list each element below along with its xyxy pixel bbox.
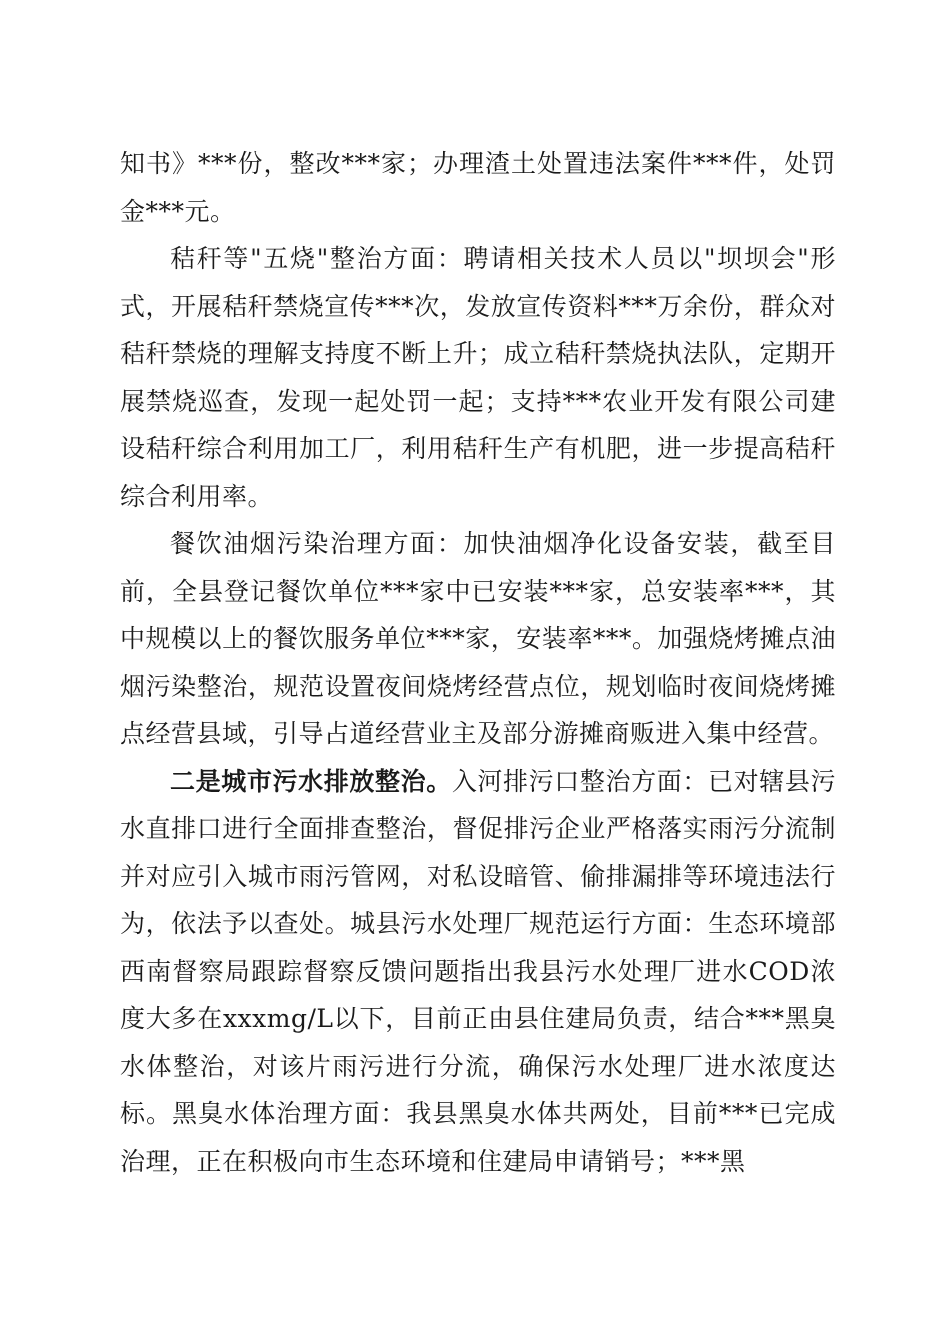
document-body xyxy=(120,140,836,1185)
section-lead-heading: 二是城市污水排放整治。 xyxy=(170,766,452,796)
paragraph-straw-burning: 秸秆等"五烧"整治方面：聘请相关技术人员以"坝坝会"形式，开展秸秆禁烧宣传***次，发放宣传资料***万余份，群众对秸秆禁烧的理解支持度不断上升；成立秸秆禁烧执法队，定期开展禁烧巡查，发现一起处罚一起；支持***农业开发有限公司建设秸秆综合利用加工厂，利用秸秆生产有机肥，进一步提高秸秆综合利用率。 xyxy=(120,244,836,511)
paragraph-continuation: 知书》***份，整改***家；办理渣土处置违法案件***件，处罚金***元。 xyxy=(120,149,836,226)
paragraph-sewage xyxy=(120,758,836,1186)
paragraph-sewage-text: 入河排污口整治方面：已对辖县污水直排口进行全面排查整治，督促排污企业严格落实雨污分流制并对应引入城市雨污管网，对私设暗管、偷排漏排等环境违法行为，依法予以查处。城县污水处理厂规范运行方面：生态环境部西南督察局跟踪督察反馈问题指出我县污水处理厂进水COD浓度大多在xxxmg/L以下，目前正由县住建局负责，结合***黑臭水体整治，对该片雨污进行分流，确保污水处理厂进水浓度达标。黑臭水体治理方面：我县黑臭水体共两处，目前***已完成治理，正在积极向市生态环境和住建局申请销号；***黑 xyxy=(120,766,836,1176)
paragraph-cooking-fumes: 餐饮油烟污染治理方面：加快油烟净化设备安装，截至目前，全县登记餐饮单位***家中已安装***家，总安装率***，其中规模以上的餐饮服务单位***家，安装率***。加强烧烤摊点油烟污染整治，规范设置夜间烧烤经营点位，规划临时夜间烧烤摊点经营县域，引导占道经营业主及部分游摊商贩进入集中经营。 xyxy=(120,529,836,748)
